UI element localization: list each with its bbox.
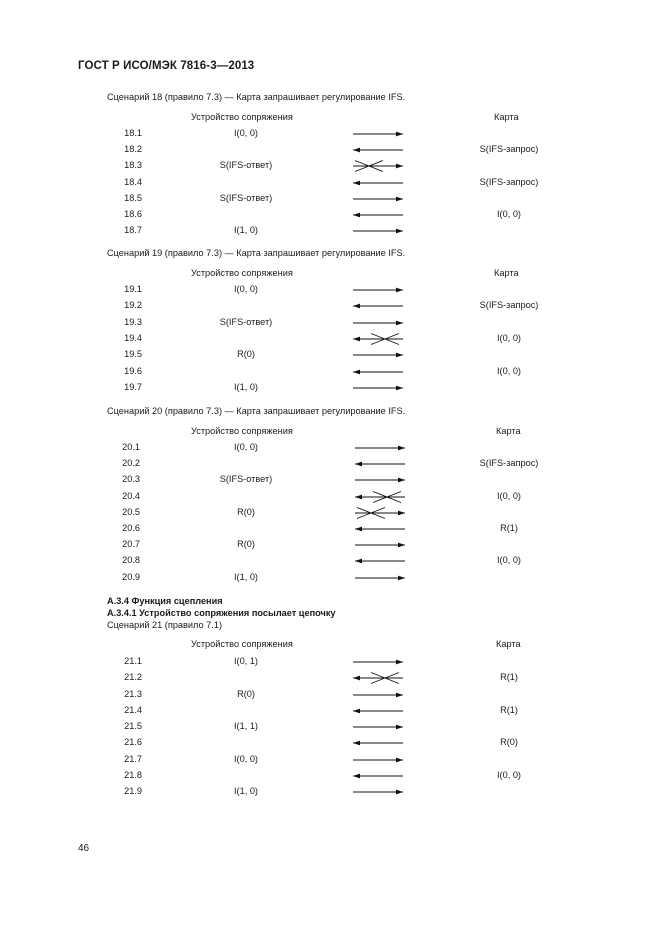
step-number: 21.7 <box>124 754 142 764</box>
card-message: S(IFS-запрос) <box>479 458 539 468</box>
step-number: 20.5 <box>122 507 140 517</box>
step-number: 21.3 <box>124 689 142 699</box>
arrow-right-icon <box>352 689 404 701</box>
step-number: 19.2 <box>124 300 142 310</box>
arrow-right-icon <box>352 284 404 296</box>
scenario-18-device-column-header: Устройство сопряжения <box>191 112 293 122</box>
device-message: I(1, 0) <box>234 225 258 235</box>
card-message: I(0, 0) <box>497 209 521 219</box>
arrow-left-icon <box>352 177 404 189</box>
arrow-right-icon <box>354 474 406 486</box>
device-message: R(0) <box>237 349 255 359</box>
arrow-left-icon <box>352 737 404 749</box>
step-number: 21.6 <box>124 737 142 747</box>
device-message: R(0) <box>237 539 255 549</box>
arrow-right-icon <box>354 539 406 551</box>
step-number: 21.5 <box>124 721 142 731</box>
step-number: 18.5 <box>124 193 142 203</box>
step-number: 20.2 <box>122 458 140 468</box>
device-message: I(1, 1) <box>234 721 258 731</box>
subsection-heading: А.3.4.1 Устройство сопряжения посылает цепочку <box>107 608 336 618</box>
arrow-left-icon <box>352 300 404 312</box>
card-message: S(IFS-запрос) <box>479 177 539 187</box>
step-number: 19.5 <box>124 349 142 359</box>
card-message: R(1) <box>500 672 518 682</box>
device-message: I(0, 0) <box>234 284 258 294</box>
step-number: 18.4 <box>124 177 142 187</box>
step-number: 20.4 <box>122 491 140 501</box>
section-heading: А.3.4 Функция сцепления <box>107 596 223 606</box>
step-number: 18.6 <box>124 209 142 219</box>
step-number: 21.9 <box>124 786 142 796</box>
arrow-left-icon <box>352 209 404 221</box>
arrow-right-icon <box>352 721 404 733</box>
scenario-19-device-column-header: Устройство сопряжения <box>191 268 293 278</box>
card-message: R(1) <box>500 705 518 715</box>
step-number: 21.2 <box>124 672 142 682</box>
step-number: 20.1 <box>122 442 140 452</box>
card-message: R(0) <box>500 737 518 747</box>
scenario-21-card-column-header: Карта <box>496 639 521 649</box>
arrow-left-icon <box>354 523 406 535</box>
step-number: 20.3 <box>122 474 140 484</box>
lost-arrow-right-icon <box>354 507 406 519</box>
device-message: S(IFS-ответ) <box>219 160 273 170</box>
arrow-right-icon <box>352 317 404 329</box>
device-message: I(1, 0) <box>234 572 258 582</box>
device-message: I(1, 0) <box>234 382 258 392</box>
scenario-20-card-column-header: Карта <box>496 426 521 436</box>
step-number: 18.3 <box>124 160 142 170</box>
step-number: 19.6 <box>124 366 142 376</box>
device-message: S(IFS-ответ) <box>219 193 273 203</box>
arrow-right-icon <box>352 786 404 798</box>
device-message: I(0, 0) <box>234 442 258 452</box>
arrow-left-icon <box>352 705 404 717</box>
arrow-right-icon <box>352 193 404 205</box>
card-message: I(0, 0) <box>497 491 521 501</box>
step-number: 20.6 <box>122 523 140 533</box>
scenario-19-title: Сценарий 19 (правило 7.3) — Карта запрашивает регулирование IFS. <box>107 248 406 258</box>
step-number: 21.4 <box>124 705 142 715</box>
card-message: I(0, 0) <box>497 555 521 565</box>
device-message: S(IFS-ответ) <box>219 317 273 327</box>
step-number: 20.9 <box>122 572 140 582</box>
device-message: I(1, 0) <box>234 786 258 796</box>
arrow-right-icon <box>354 572 406 584</box>
step-number: 18.2 <box>124 144 142 154</box>
step-number: 19.4 <box>124 333 142 343</box>
lost-arrow-left-icon <box>352 672 404 684</box>
arrow-left-icon <box>354 458 406 470</box>
arrow-right-icon <box>352 128 404 140</box>
lost-arrow-left-icon <box>352 333 404 345</box>
card-message: I(0, 0) <box>497 333 521 343</box>
scenario-18-card-column-header: Карта <box>494 112 519 122</box>
arrow-right-icon <box>352 656 404 668</box>
step-number: 20.7 <box>122 539 140 549</box>
arrow-right-icon <box>354 442 406 454</box>
step-number: 21.8 <box>124 770 142 780</box>
card-message: R(1) <box>500 523 518 533</box>
scenario-18-title: Сценарий 18 (правило 7.3) — Карта запрашивает регулирование IFS. <box>107 92 406 102</box>
arrow-left-icon <box>352 366 404 378</box>
device-message: R(0) <box>237 689 255 699</box>
arrow-left-icon <box>352 144 404 156</box>
arrow-right-icon <box>352 382 404 394</box>
step-number: 19.3 <box>124 317 142 327</box>
card-message: I(0, 0) <box>497 770 521 780</box>
card-message: S(IFS-запрос) <box>479 144 539 154</box>
arrow-left-icon <box>354 555 406 567</box>
device-message: I(0, 1) <box>234 656 258 666</box>
card-message: S(IFS-запрос) <box>479 300 539 310</box>
step-number: 20.8 <box>122 555 140 565</box>
scenario-20-device-column-header: Устройство сопряжения <box>191 426 293 436</box>
lost-arrow-right-icon <box>352 160 404 172</box>
device-message: S(IFS-ответ) <box>219 474 273 484</box>
arrow-right-icon <box>352 225 404 237</box>
device-message: R(0) <box>237 507 255 517</box>
page-number: 46 <box>78 843 90 854</box>
lost-arrow-left-icon <box>354 491 406 503</box>
step-number: 19.7 <box>124 382 142 392</box>
step-number: 18.1 <box>124 128 142 138</box>
scenario-19-card-column-header: Карта <box>494 268 519 278</box>
arrow-left-icon <box>352 770 404 782</box>
scenario-20-title: Сценарий 20 (правило 7.3) — Карта запрашивает регулирование IFS. <box>107 406 406 416</box>
arrow-right-icon <box>352 754 404 766</box>
scenario-21-title: Сценарий 21 (правило 7.1) <box>107 620 223 630</box>
device-message: I(0, 0) <box>234 754 258 764</box>
step-number: 18.7 <box>124 225 142 235</box>
arrow-right-icon <box>352 349 404 361</box>
standard-header: ГОСТ Р ИСО/МЭК 7816-3—2013 <box>78 60 255 72</box>
step-number: 21.1 <box>124 656 142 666</box>
step-number: 19.1 <box>124 284 142 294</box>
device-message: I(0, 0) <box>234 128 258 138</box>
scenario-21-device-column-header: Устройство сопряжения <box>191 639 293 649</box>
card-message: I(0, 0) <box>497 366 521 376</box>
